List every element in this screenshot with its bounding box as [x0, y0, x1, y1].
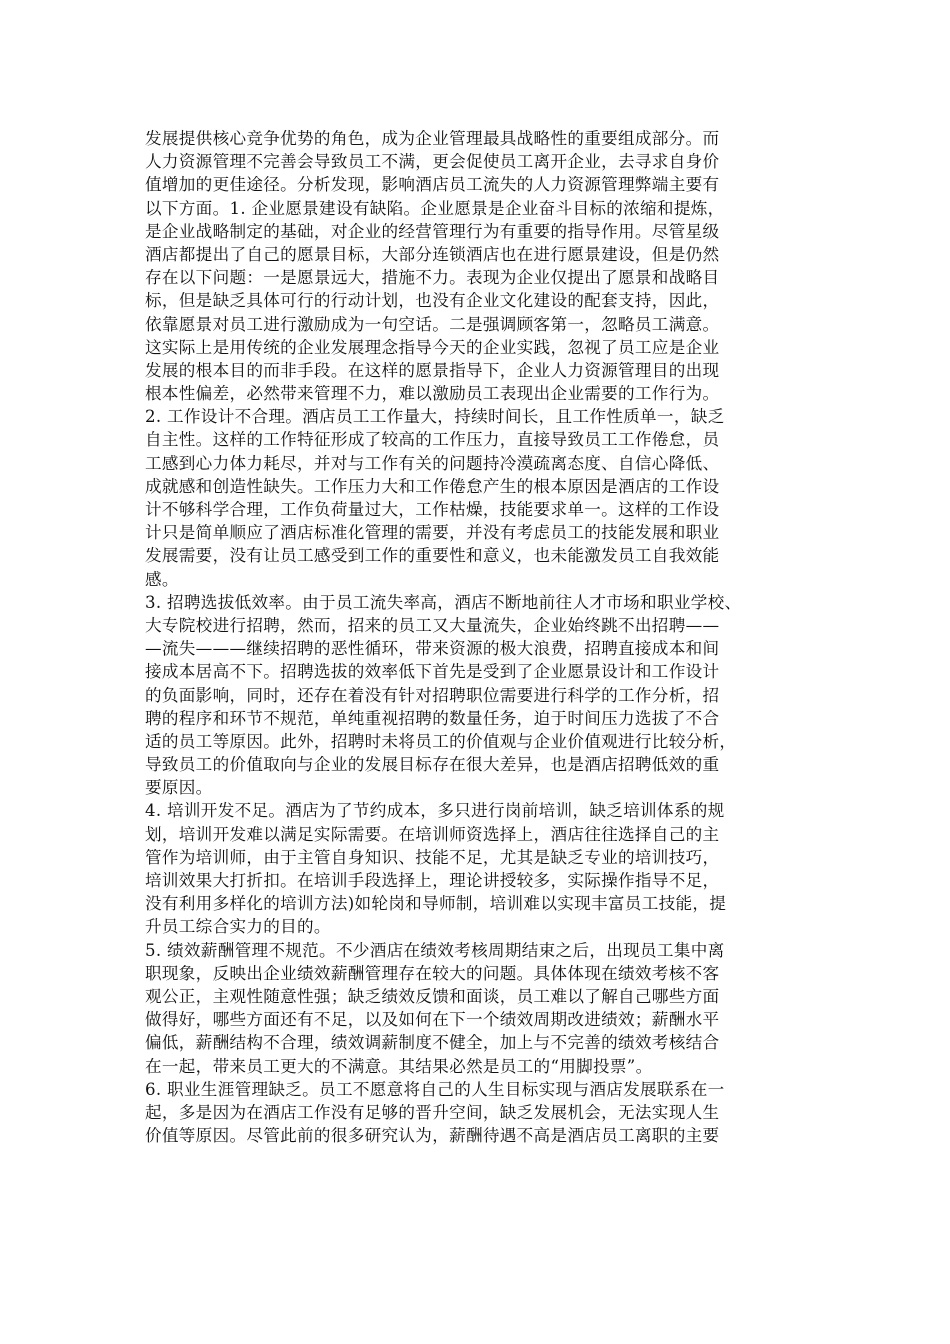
text-line: 感。	[145, 569, 179, 589]
text-line: 根本性偏差，必然带来管理不力，难以激励员工表现出企业需要的工作行为。	[145, 384, 720, 404]
text-line: 值增加的更佳途径。分析发现，影响酒店员工流失的人力资源管理弊端主要有	[145, 175, 720, 195]
text-line: 管作为培训师，由于主管自身知识、技能不足，尤其是缺乏专业的培训技巧，	[145, 847, 720, 867]
text-line: 大专院校进行招聘，然而，招来的员工又大量流失，企业始终跳不出招聘——	[145, 615, 720, 635]
text-line: 计只是简单顺应了酒店标准化管理的需要，并没有考虑员工的技能发展和职业	[145, 523, 720, 543]
text-line: 发展提供核心竞争优势的角色，成为企业管理最具战略性的重要组成部分。而	[145, 129, 720, 148]
text-line: 这实际上是用传统的企业发展理念指导今天的企业实践，忽视了员工应是企业	[145, 337, 720, 357]
text-line: 价值等原因。尽管此前的很多研究认为，薪酬待遇不高是酒店员工离职的主要	[145, 1126, 720, 1146]
text-line: 酒店都提出了自己的愿景目标，大部分连锁酒店也在进行愿景建设，但是仍然	[145, 244, 720, 264]
text-line: 划，培训开发难以满足实际需要。在培训师资选择上，酒店往往选择自己的主	[145, 824, 720, 844]
text-line: 3. 招聘选拔低效率。由于员工流失率高，酒店不断地前往人才市场和职业学校、	[145, 592, 742, 612]
text-line: 偏低，薪酬结构不合理，绩效调薪制度不健全，加上与不完善的绩效考核结合	[145, 1033, 720, 1053]
text-line: 做得好，哪些方面还有不足，以及如何在下一个绩效周期改进绩效；薪酬水平	[145, 1010, 720, 1030]
text-line: 成就感和创造性缺失。工作压力大和工作倦怠产生的根本原因是酒店的工作设	[145, 476, 720, 496]
text-line: 发展的根本目的而非手段。在这样的愿景指导下，企业人力资源管理目的出现	[145, 360, 720, 380]
text-line: 升员工综合实力的目的。	[145, 917, 331, 937]
text-line: 职现象，反映出企业绩效薪酬管理存在较大的问题。具体体现在绩效考核不客	[145, 963, 720, 983]
text-line: 以下方面。1. 企业愿景建设有缺陷。企业愿景是企业奋斗目标的浓缩和提炼，	[145, 198, 725, 218]
text-line: 计不够科学合理，工作负荷量过大，工作枯燥，技能要求单一。这样的工作设	[145, 500, 720, 519]
text-line: 的负面影响，同时，还存在着没有针对招聘职位需要进行科学的工作分析，招	[145, 685, 720, 705]
text-line: 导致员工的价值取向与企业的发展目标存在很大差异，也是酒店招聘低效的重	[145, 755, 720, 775]
text-line: 自主性。这样的工作特征形成了较高的工作压力，直接导致员工工作倦怠，员	[145, 430, 720, 450]
text-line: 工感到心力体力耗尽，并对与工作有关的问题持冷漠疏离态度、自信心降低、	[145, 453, 720, 473]
text-line: 是企业战略制定的基础，对企业的经营管理行为有重要的指导作用。尽管星级	[145, 221, 720, 241]
body-text	[145, 127, 815, 1147]
text-line: 观公正，主观性随意性强；缺乏绩效反馈和面谈，员工难以了解自己哪些方面	[145, 986, 720, 1006]
text-line: 适的员工等原因。此外，招聘时未将员工的价值观与企业价值观进行比较分析，	[145, 731, 737, 751]
text-line: 标，但是缺乏具体可行的行动计划，也没有企业文化建设的配套支持，因此，	[145, 291, 720, 311]
text-line: 存在以下问题：一是愿景远大，措施不力。表现为企业仅提出了愿景和战略目	[145, 268, 720, 288]
text-line: 没有利用多样化的培训方法)如轮岗和导师制，培训难以实现丰富员工技能，提	[145, 894, 727, 914]
text-line: —流失———继续招聘的恶性循环，带来资源的极大浪费，招聘直接成本和间	[145, 639, 720, 659]
text-line: 培训效果大打折扣。在培训手段选择上，理论讲授较多，实际操作指导不足，	[145, 871, 720, 890]
text-line: 5. 绩效薪酬管理不规范。不少酒店在绩效考核周期结束之后，出现员工集中离	[145, 940, 725, 960]
text-line: 接成本居高不下。招聘选拔的效率低下首先是受到了企业愿景设计和工作设计	[145, 662, 720, 682]
text-line: 依靠愿景对员工进行激励成为一句空话。二是强调顾客第一，忽略员工满意。	[145, 314, 720, 334]
text-line: 4. 培训开发不足。酒店为了节约成本，多只进行岗前培训，缺乏培训体系的规	[145, 801, 725, 821]
text-line: 人力资源管理不完善会导致员工不满，更会促使员工离开企业，去寻求自身价	[145, 152, 720, 172]
text-line: 要原因。	[145, 778, 213, 798]
text-line: 发展需要，没有让员工感受到工作的重要性和意义，也未能激发员工自我效能	[145, 546, 720, 566]
text-line: 起，多是因为在酒店工作没有足够的晋升空间，缺乏发展机会，无法实现人生	[145, 1102, 720, 1122]
text-line: 在一起，带来员工更大的不满意。其结果必然是员工的“用脚投票”。	[145, 1056, 653, 1076]
text-line: 2. 工作设计不合理。酒店员工工作量大，持续时间长，且工作性质单一，缺乏	[145, 407, 725, 427]
text-line: 6. 职业生涯管理缺乏。员工不愿意将自己的人生目标实现与酒店发展联系在一	[145, 1079, 725, 1099]
text-line: 聘的程序和环节不规范，单纯重视招聘的数量任务，迫于时间压力选拔了不合	[145, 708, 720, 728]
